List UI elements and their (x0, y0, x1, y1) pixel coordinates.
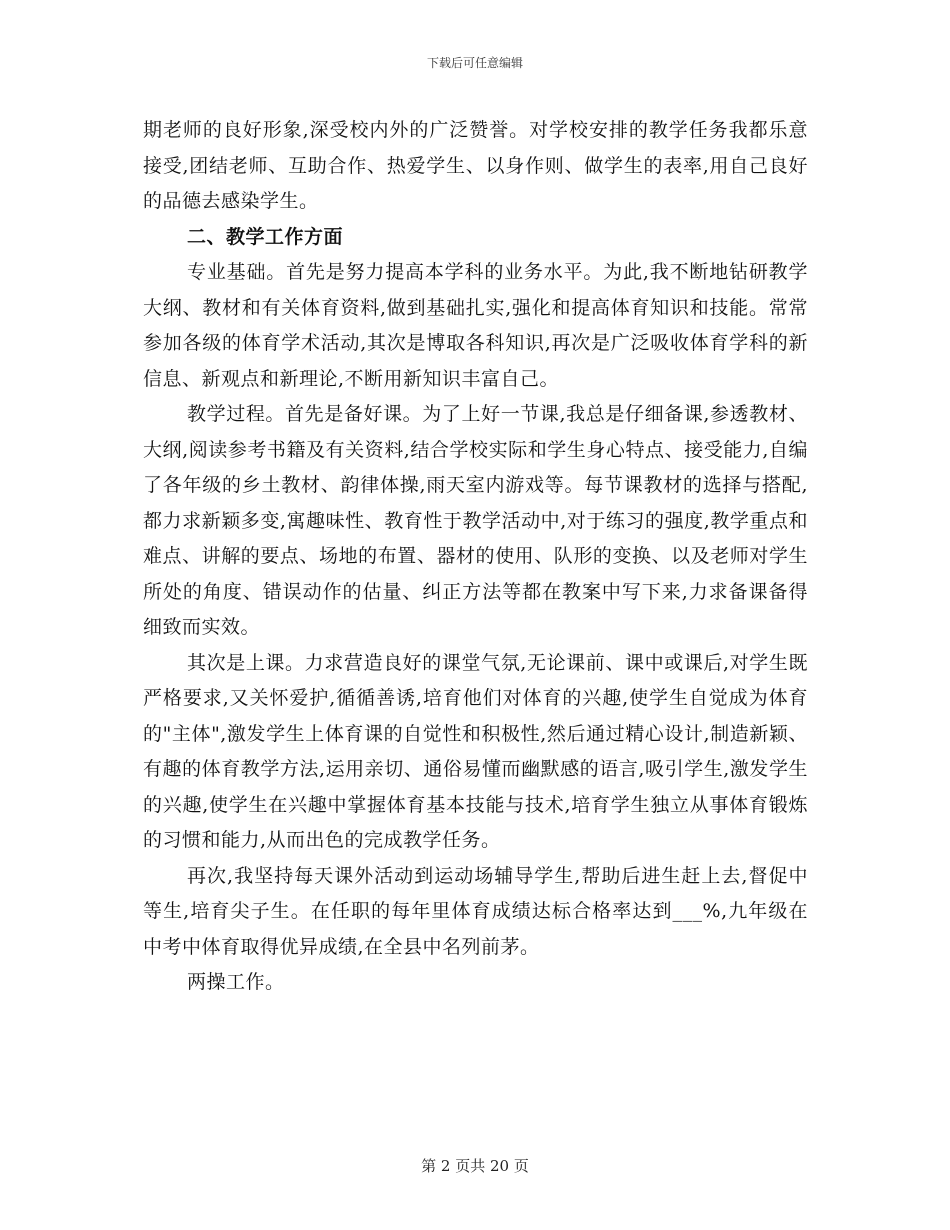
paragraph-classroom: 其次是上课。力求营造良好的课堂气氛,无论课前、课中或课后,对学生既严格要求,又关怀爱护,循循善诱,培育他们对体育的兴趣,使学生自觉成为体育的"主体",激发学生上体育课的自觉性和积极性,然后通过精心设计,制造新颖、有趣的体育教学方法,运用亲切、通俗易懂而幽默感的语言,吸引学生,激发学生的兴趣,使学生在兴趣中掌握体育基本技能与技术,培育学生独立从事体育锻炼的习惯和能力,从而出色的完成教学任务。 (143, 651, 808, 851)
paragraph-two-exercises: 两操工作。 (187, 971, 285, 993)
paragraph-continuation: 期老师的良好形象,深受校内外的广泛赞誉。对学校安排的教学任务我都乐意接受,团结老师、互助合作、热爱学生、以身作则、做学生的表率,用自己良好的品德去感染学生。 (143, 119, 808, 212)
section-heading: 二、教学工作方面 (187, 225, 344, 248)
paragraph-teaching-process: 教学过程。首先是备好课。为了上好一节课,我总是仔细备课,参透教材、大纲,阅读参考书籍及有关资料,结合学校实际和学生身心特点、接受能力,自编了各年级的乡土教材、韵律体操,雨天室内游戏等。每节课教材的选择与搭配,都力求新颖多变,寓趣味性、教育性于教学活动中,对于练习的强度,教学重点和难点、讲解的要点、场地的布置、器材的使用、队形的变换、以及老师对学生所处的角度、错误动作的估量、纠正方法等都在教案中写下来,力求备课备得细致而实效。 (143, 403, 808, 638)
paragraph-extracurricular: 再次,我坚持每天课外活动到运动场辅导学生,帮助后进生赶上去,督促中等生,培育尖子生。在任职的每年里体育成绩达标合格率达到___%,九年级在中考中体育取得优异成绩,在全县中名列前茅。 (143, 864, 808, 958)
page-number: 第 2 页共 20 页 (421, 1157, 529, 1175)
document-body (143, 113, 808, 1001)
paragraph-professional-basis: 专业基础。首先是努力提高本学科的业务水平。为此,我不断地钻研教学大纲、教材和有关体育资料,做到基础扎实,强化和提高体育知识和技能。常常参加各级的体育学术活动,其次是博取各科知识,再次是广泛吸收体育学科的新信息、新观点和新理论,不断用新知识丰富自己。 (143, 261, 808, 390)
page-header-note: 下载后可任意编辑 (426, 56, 523, 70)
